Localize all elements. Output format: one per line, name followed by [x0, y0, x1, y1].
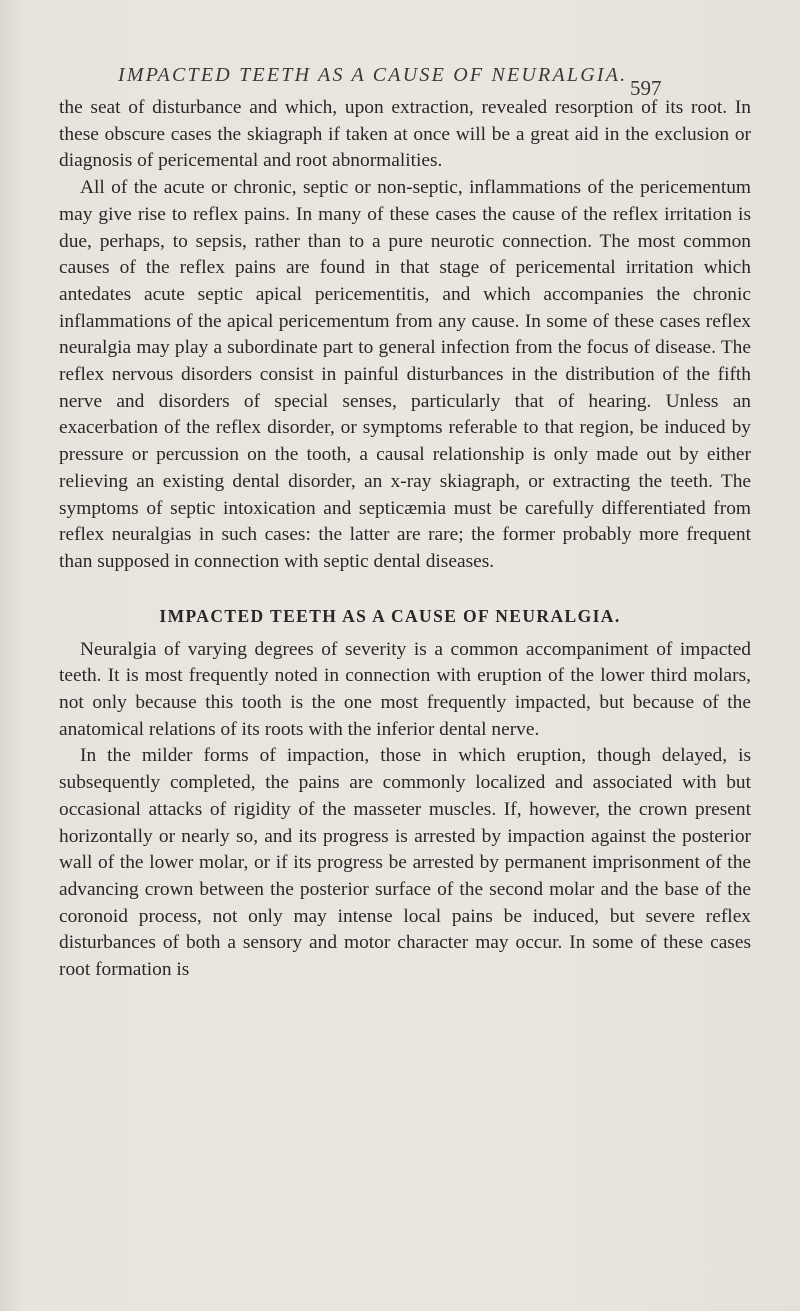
page-number: 597: [630, 76, 662, 100]
paragraph: Neuralgia of varying degrees of severity is a common accompaniment of impacted teeth. It is most frequently noted in connection with eruption of the lower third molars, not only because this tooth is the one most frequently impacted, but because of the anatomical relations of its roots with the inferior dental nerve.: [59, 638, 751, 740]
paragraph: the seat of disturbance and which, upon extraction, revealed resorption of its root. In these obscure cases the skiagraph if taken at once will be a great aid in the exclusion or diagnosis of pericemental and root abnormalities.: [59, 97, 751, 172]
running-head: [0, 60, 800, 100]
running-title: IMPACTED TEETH AS A CAUSE OF NEURALGIA.: [118, 64, 628, 86]
paragraph: All of the acute or chronic, septic or non-septic, inflammations of the pericementum may give rise to reflex pains. In many of these cases the cause of the reflex irritation is due, perhaps, to sepsis, rather than to a pure neurotic connection. The most common causes of the reflex pains are found in that stage of pericemental irritation which antedates acute septic apical pericementitis, and which accompanies the chronic inflammations of the apical pericementum from any cause. In some of these cases reflex neuralgia may play a subordinate part to general infection from the focus of disease. The reflex nervous disorders consist in painful disturbances in the distribution of the fifth nerve and disorders of special senses, particularly that of hearing. Unless an exacerbation of the reflex disorder, or symptoms referable to that region, be induced by pressure or percussion on the tooth, a causal relationship is only made out by either relieving an existing dental disorder, an x-ray skiagraph, or extracting the teeth. The symptoms of septic intoxication and septicæmia must be carefully differentiated from reflex neuralgias in such cases: the latter are rare; the former probably more frequent than supposed in connection with septic dental diseases.: [59, 177, 751, 572]
section-heading: IMPACTED TEETH AS A CAUSE OF NEURALGIA.: [159, 605, 621, 626]
page-body: [59, 95, 751, 984]
paragraph: In the milder forms of impaction, those in which eruption, though delayed, is subsequently completed, the pains are commonly localized and associated with but occasional attacks of rigidity of the masseter muscles. If, however, the crown present horizontally or nearly so, and its progress is arrested by impaction against the posterior wall of the lower molar, or if its progress be arrested by permanent imprisonment of the advancing crown between the posterior surface of the second molar and the base of the coronoid process, not only may intense local pains be induced, but severe reflex disturbances of both a sensory and motor character may occur. In some of these cases root formation is: [59, 745, 751, 981]
